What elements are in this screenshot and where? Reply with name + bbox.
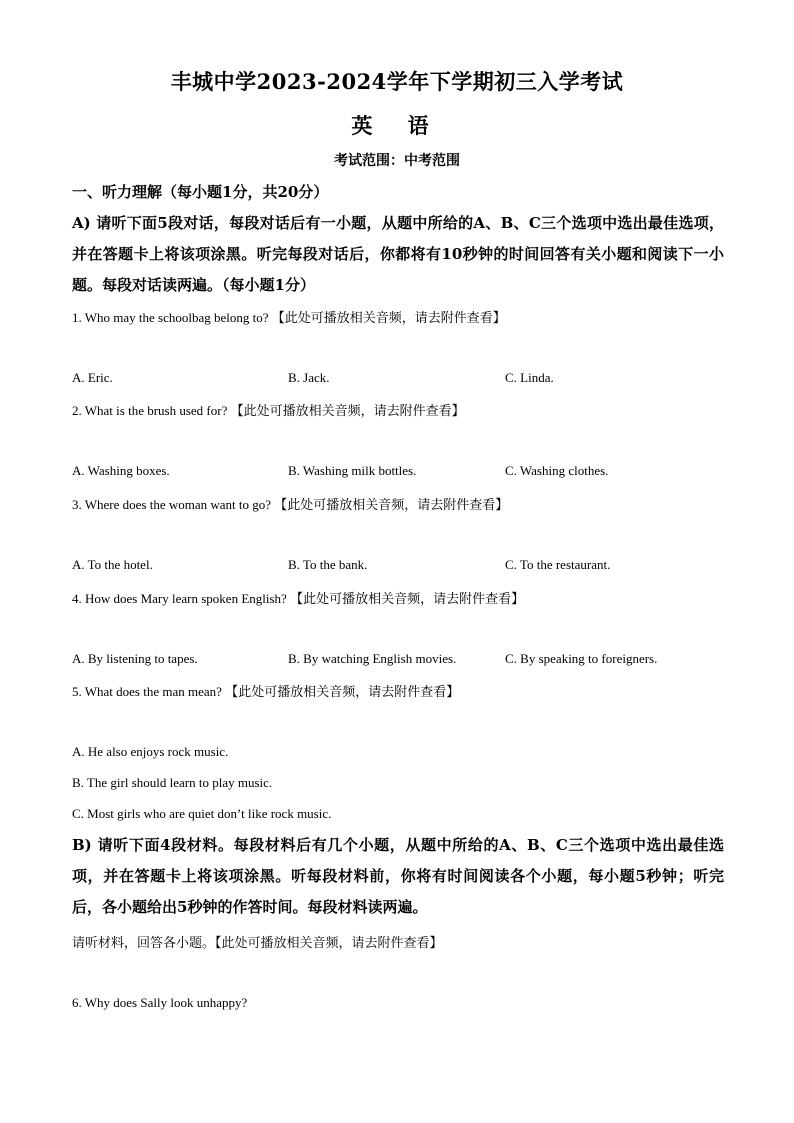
part-a-instruction: A) 请听下面5段对话，每段对话后有一小题，从题中所给的A、B、C三个选项中选出最佳选项，并在答题卡上将该项涂黑。听完每段对话后，你都将有10秒钟的时间回答有关小题和阅读下一小题。每段对话读两遍。（每小题1分） [72, 214, 724, 294]
q5-option-a[interactable]: A. He also enjoys rock music. [72, 744, 229, 759]
q1-option-c[interactable]: C. Linda. [505, 370, 554, 385]
q4-option-c[interactable]: C. By speaking to foreigners. [505, 651, 658, 666]
question-4 [72, 588, 524, 607]
question-stem: 4. How does Mary learn spoken English? [72, 591, 291, 606]
section-heading: 一、听力理解（每小题1分，共20分） [72, 183, 329, 201]
audio-note: 【此处可播放相关音频，请去附件查看】 [290, 592, 525, 607]
part-b-prompt: 请听材料，回答各小题。【此处可播放相关音频，请去附件查看】 [72, 936, 443, 951]
question-2 [72, 400, 465, 419]
exam-title: 丰城中学2023-2024学年下学期初三入学考试 [170, 69, 624, 94]
q3-option-c[interactable]: C. To the restaurant. [505, 557, 611, 572]
q5-option-c[interactable]: C. Most girls who are quiet don’t like rock music. [72, 806, 332, 821]
q2-option-c[interactable]: C. Washing clothes. [505, 463, 609, 478]
question-3 [72, 494, 508, 513]
question-5 [72, 681, 459, 700]
question-stem: 1. Who may the schoolbag belong to? [72, 310, 272, 325]
q4-option-b[interactable]: B. By watching English movies. [288, 651, 457, 666]
q2-option-b[interactable]: B. Washing milk bottles. [288, 463, 417, 478]
q3-option-a[interactable]: A. To the hotel. [72, 557, 153, 572]
audio-note: 【此处可播放相关音频，请去附件查看】 [230, 404, 465, 419]
q1-option-b[interactable]: B. Jack. [288, 370, 330, 385]
question-stem: 5. What does the man mean? [72, 684, 226, 699]
question-1 [72, 307, 506, 326]
q1-option-a[interactable]: A. Eric. [72, 370, 113, 385]
part-b-instruction: B) 请听下面4段材料。每段材料后有几个小题，从题中所给的A、B、C三个选项中选出最佳选项，并在答题卡上将该项涂黑。听每段材料前，你将有时间阅读各个小题，每小题5秒钟；听完后，各小题给出5秒钟的作答时间。每段材料读两遍。 [72, 836, 724, 916]
question-stem: 2. What is the brush used for? [72, 403, 231, 418]
audio-note: 【此处可播放相关音频，请去附件查看】 [271, 311, 506, 326]
q4-option-a[interactable]: A. By listening to tapes. [72, 651, 198, 666]
question-6: 6. Why does Sally look unhappy? [72, 995, 248, 1010]
exam-scope: 考试范围：中考范围 [334, 153, 460, 169]
audio-note: 【此处可播放相关音频，请去附件查看】 [274, 498, 509, 513]
audio-note: 【此处可播放相关音频，请去附件查看】 [225, 685, 460, 700]
q3-option-b[interactable]: B. To the bank. [288, 557, 368, 572]
subject-title: 英 语 [351, 113, 443, 138]
q5-option-b[interactable]: B. The girl should learn to play music. [72, 775, 273, 790]
question-stem: 3. Where does the woman want to go? [72, 497, 275, 512]
q2-option-a[interactable]: A. Washing boxes. [72, 463, 170, 478]
